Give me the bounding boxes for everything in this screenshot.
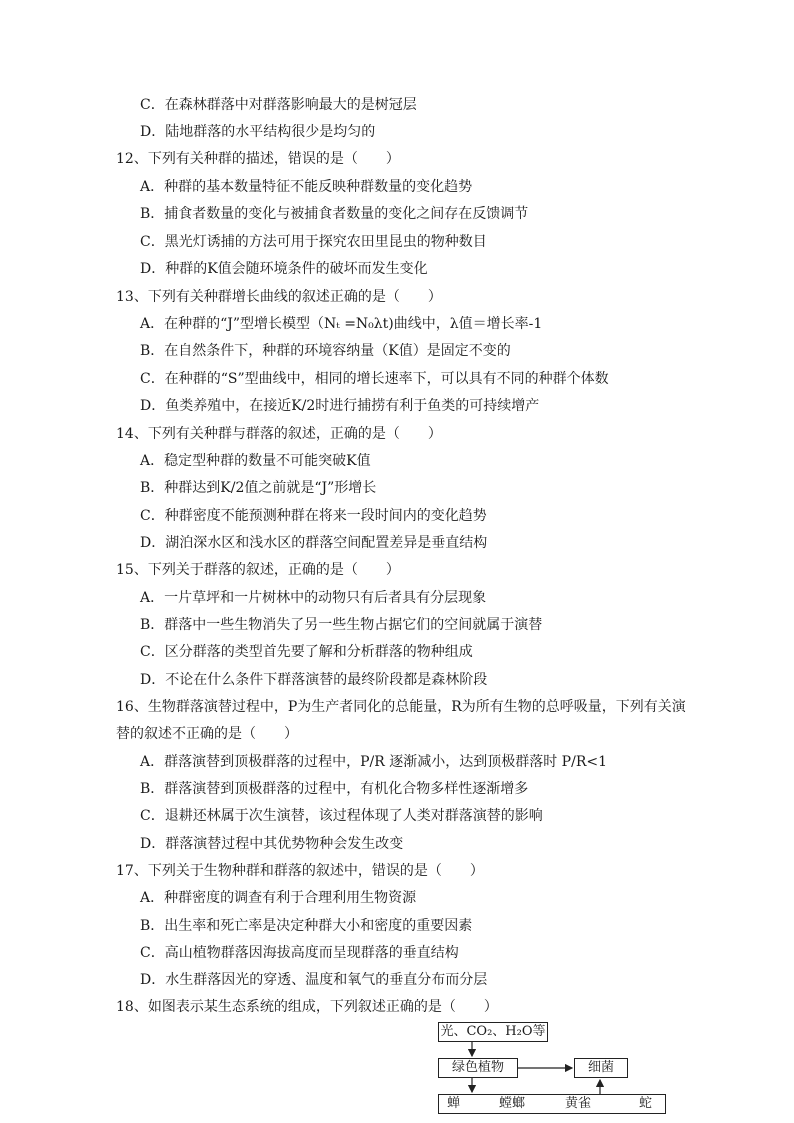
answer-option: C．区分群落的类型首先要了解和分析群落的物种组成: [140, 644, 473, 660]
answer-option: D．鱼类养殖中，在接近K/2时进行捕捞有利于鱼类的可持续增产: [140, 398, 540, 414]
answer-option: C．在森林群落中对群落影响最大的是树冠层: [140, 97, 417, 113]
answer-option: C．高山植物群落因海拔高度而呈现群落的垂直结构: [140, 945, 459, 961]
question-stem: 13、下列有关种群增长曲线的叙述正确的是（ ）: [116, 289, 442, 305]
box-light-co2-water: [438, 1022, 548, 1042]
question-stem: 15、下列关于群落的叙述，正确的是（ ）: [116, 562, 400, 578]
answer-option: B．种群达到K/2值之前就是“J”形增长: [140, 480, 377, 496]
box-bacteria: [574, 1058, 628, 1078]
chain-mantis: 螳螂: [499, 1096, 526, 1111]
question-stem: 替的叙述不正确的是（ ）: [116, 726, 298, 742]
answer-option: D．不论在什么条件下群落演替的最终阶段都是森林阶段: [140, 672, 488, 688]
answer-option: D．群落演替过程中其优势物种会发生改变: [140, 836, 404, 852]
box-green-plants: [438, 1058, 518, 1078]
box-light-label: 光、CO₂、H₂O等: [440, 1024, 546, 1039]
answer-option: A．种群密度的调查有利于合理利用生物资源: [140, 890, 417, 906]
question-stem: 16、生物群落演替过程中，P为生产者同化的总能量，R为所有生物的总呼吸量，下列有关演: [116, 699, 686, 715]
answer-option: B．群落演替到顶极群落的过程中，有机化合物多样性逐渐增多: [140, 781, 529, 797]
chain-cicada: 蝉: [447, 1096, 461, 1111]
answer-option: C．退耕还林属于次生演替，该过程体现了人类对群落演替的影响: [140, 808, 543, 824]
answer-option: C．黑光灯诱捕的方法可用于探究农田里昆虫的物种数目: [140, 234, 487, 250]
answer-option: B．在自然条件下，种群的环境容纳量（K值）是固定不变的: [140, 343, 511, 359]
answer-option: C．在种群的“S”型曲线中，相同的增长速率下，可以具有不同的种群个体数: [140, 371, 609, 387]
answer-option: D．种群的K值会随环境条件的破坏而发生变化: [140, 261, 428, 277]
ecosystem-diagram: [430, 1018, 670, 1118]
chain-oriole: 黄雀: [565, 1096, 592, 1111]
answer-option: A．种群的基本数量特征不能反映种群数量的变化趋势: [140, 179, 473, 195]
answer-option: A．稳定型种群的数量不可能突破K值: [140, 453, 371, 469]
answer-option: D．湖泊深水区和浅水区的群落空间配置差异是垂直结构: [140, 535, 488, 551]
question-stem: 12、下列有关种群的描述，错误的是（ ）: [116, 151, 400, 167]
box-plant-label: 绿色植物: [451, 1060, 504, 1075]
answer-option: B．群落中一些生物消失了另一些生物占据它们的空间就属于演替: [140, 617, 543, 633]
answer-option: A．群落演替到顶极群落的过程中，P/R 逐渐减小，达到顶极群落时 P/R<1: [140, 754, 608, 770]
chain-snake: 蛇: [639, 1096, 653, 1111]
answer-option: C．种群密度不能预测种群在将来一段时间内的变化趋势: [140, 508, 487, 524]
box-food-chain: [438, 1094, 666, 1114]
question-stem: 18、如图表示某生态系统的组成，下列叙述正确的是（ ）: [116, 999, 498, 1015]
answer-option: D．水生群落因光的穿透、温度和氧气的垂直分布而分层: [140, 972, 488, 988]
question-stem: 17、下列关于生物种群和群落的叙述中，错误的是（ ）: [116, 863, 484, 879]
box-bacteria-label: 细菌: [587, 1060, 614, 1075]
answer-option: D．陆地群落的水平结构很少是均匀的: [140, 124, 376, 140]
answer-option: B．捕食者数量的变化与被捕食者数量的变化之间存在反馈调节: [140, 206, 529, 222]
answer-option: B．出生率和死亡率是决定种群大小和密度的重要因素: [140, 918, 473, 934]
answer-option: A．在种群的“J”型增长模型（Nₜ =N₀λt)曲线中，λ值＝增长率-1: [140, 316, 543, 332]
question-stem: 14、下列有关种群与群落的叙述，正确的是（ ）: [116, 426, 442, 442]
answer-option: A．一片草坪和一片树林中的动物只有后者具有分层现象: [140, 590, 487, 606]
